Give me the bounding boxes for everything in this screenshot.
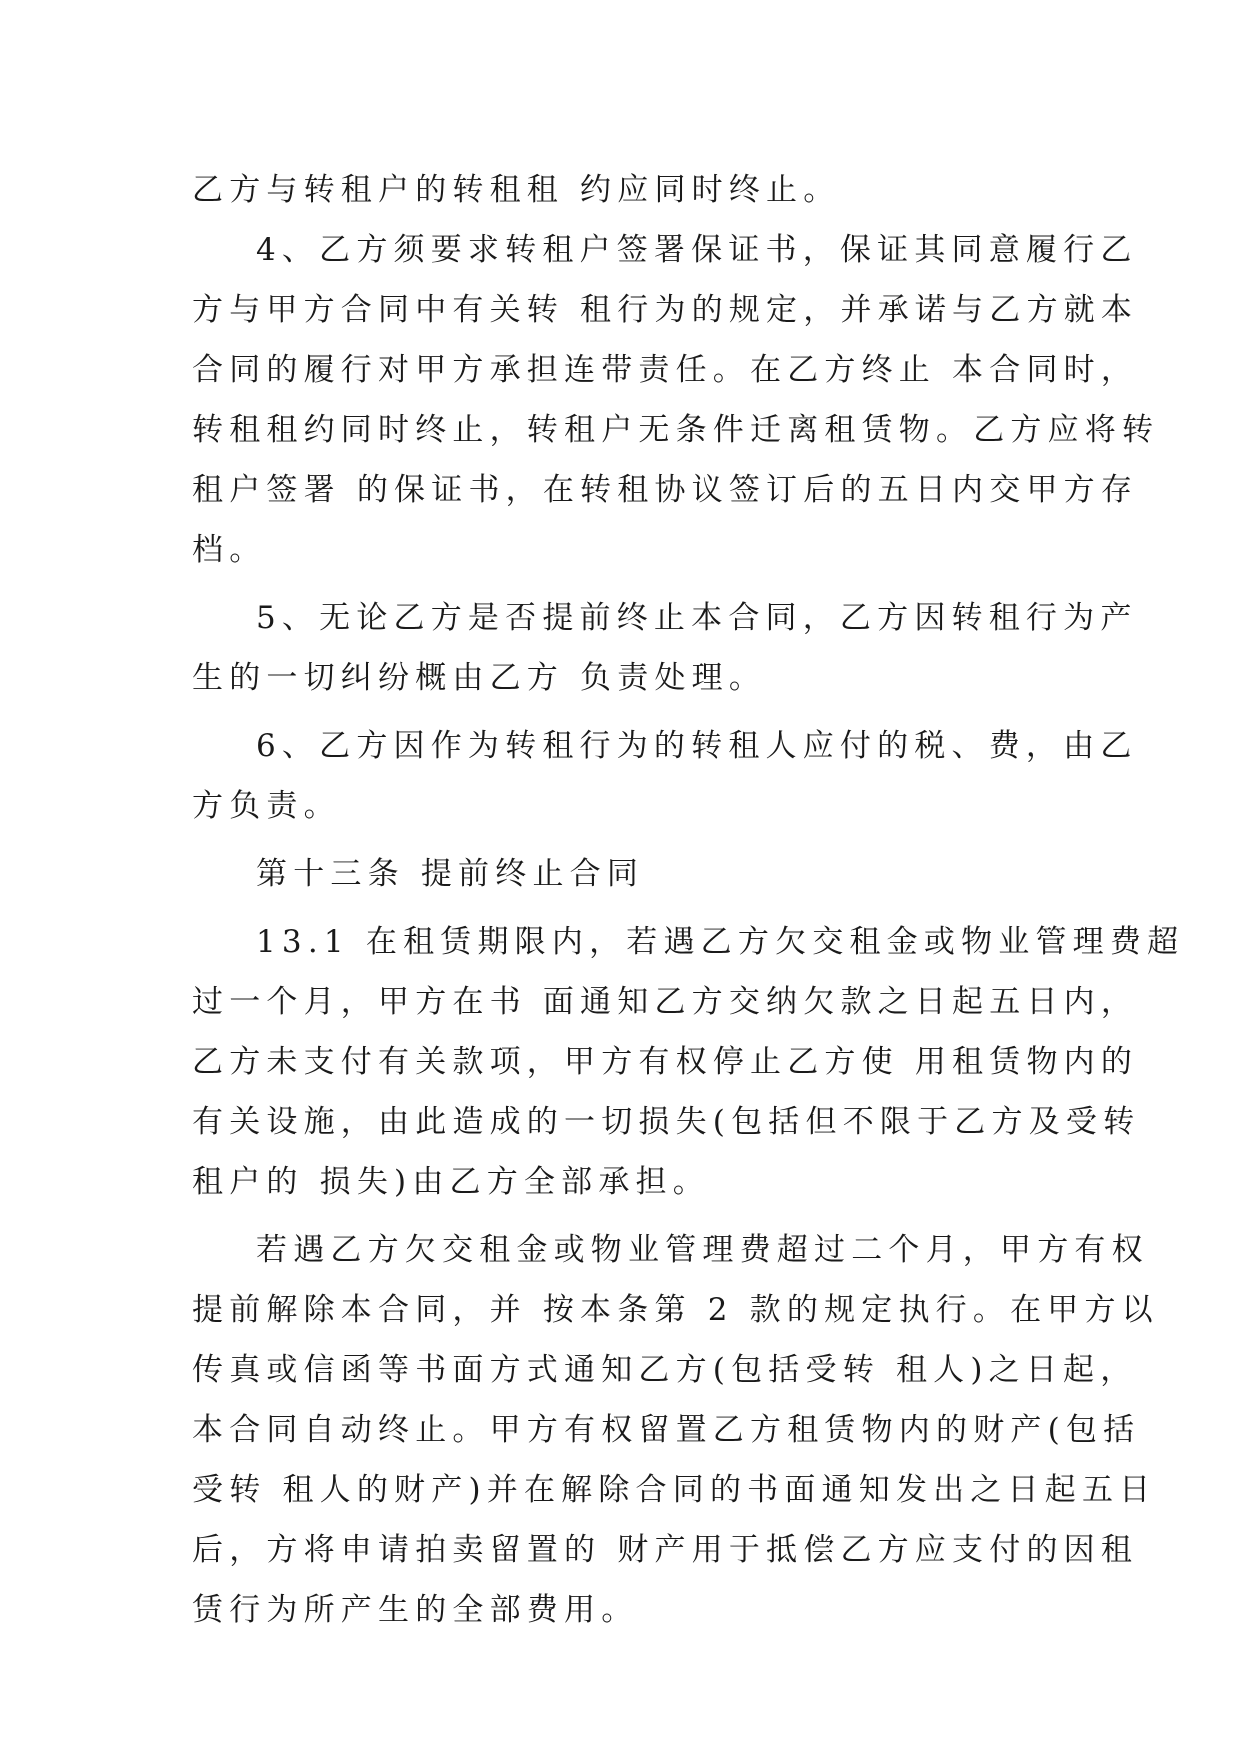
text-line: 4、乙方须要求转租户签署保证书，保证其同意履行乙 xyxy=(256,232,1138,268)
text-line: 提前解除本合同，并 按本条第 2 款的规定执行。在甲方以 xyxy=(192,1292,1159,1328)
document-body xyxy=(192,160,1185,1640)
text-line: 有关设施，由此造成的一切损失(包括但不限于乙方及受转 xyxy=(192,1104,1141,1140)
text-line: 方与甲方合同中有关转 租行为的规定，并承诺与乙方就本 xyxy=(192,292,1139,328)
text-line: 赁行为所产生的全部费用。 xyxy=(192,1592,639,1628)
text-line: 后，方将申请拍卖留置的 财产用于抵偿乙方应支付的因租 xyxy=(192,1532,1139,1568)
text-line: 租户的 损失)由乙方全部承担。 xyxy=(192,1164,710,1200)
text-line: 5、无论乙方是否提前终止本合同，乙方因转租行为产 xyxy=(256,600,1138,636)
text-line: 乙方与转租户的转租租 约应同时终止。 xyxy=(192,172,841,208)
text-line: 传真或信函等书面方式通知乙方(包括受转 租人)之日起， xyxy=(192,1352,1138,1388)
text-line: 乙方未支付有关款项，甲方有权停止乙方使 用租赁物内的 xyxy=(192,1044,1139,1080)
text-line: 合同的履行对甲方承担连带责任。在乙方终止 本合同时， xyxy=(192,352,1139,388)
text-line: 受转 租人的财产)并在解除合同的书面通知发出之日起五日 xyxy=(192,1472,1157,1508)
text-line: 方负责。 xyxy=(192,788,341,824)
text-line: 生的一切纠纷概由乙方 负责处理。 xyxy=(192,660,767,696)
section-heading: 第十三条 提前终止合同 xyxy=(256,856,645,892)
text-line: 租户签署 的保证书，在转租协议签订后的五日内交甲方存 xyxy=(192,472,1139,508)
text-line: 过一个月，甲方在书 面通知乙方交纳欠款之日起五日内， xyxy=(192,984,1139,1020)
text-line: 若遇乙方欠交租金或物业管理费超过二个月，甲方有权 xyxy=(256,1232,1149,1268)
text-line: 档。 xyxy=(192,532,267,568)
text-line: 本合同自动终止。甲方有权留置乙方租赁物内的财产(包括 xyxy=(192,1412,1141,1448)
text-line: 转租租约同时终止，转租户无条件迁离租赁物。乙方应将转 xyxy=(192,412,1160,448)
text-line: 13.1 在租赁期限内，若遇乙方欠交租金或物业管理费超 xyxy=(256,924,1185,960)
text-line: 6、乙方因作为转租行为的转租人应付的税、费，由乙 xyxy=(256,728,1138,764)
